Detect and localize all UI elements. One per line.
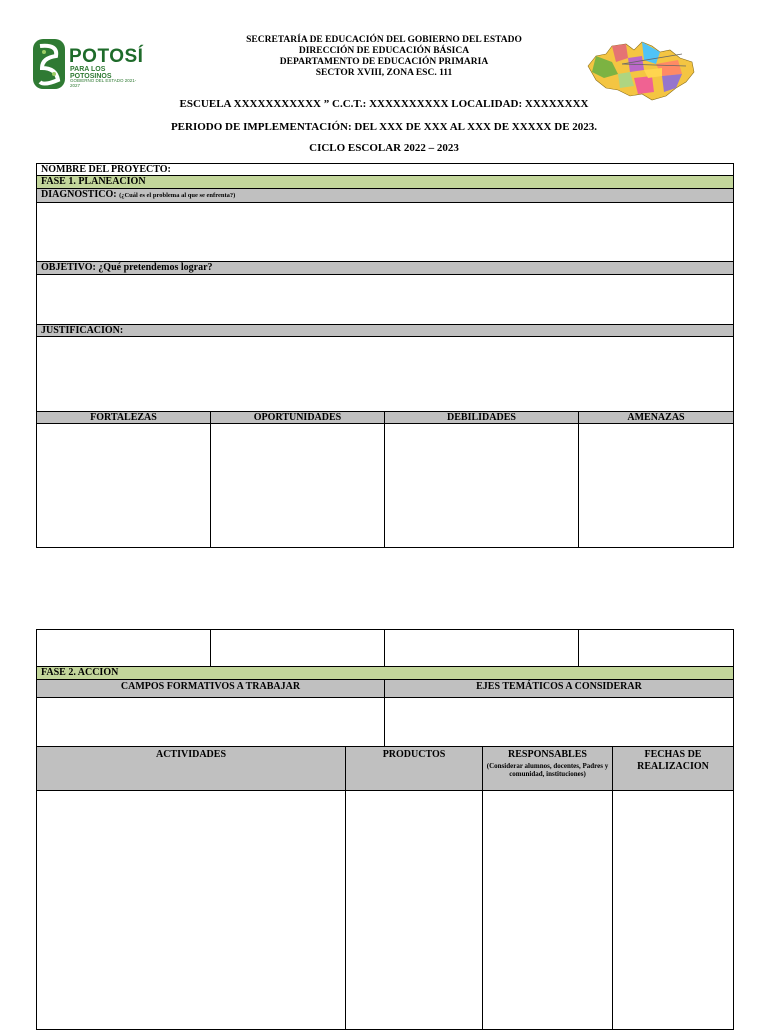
- foda-debilidades-field[interactable]: [384, 423, 579, 548]
- responsables-label: RESPONSABLES: [508, 749, 587, 760]
- state-map-icon: [582, 38, 700, 104]
- objective-label: OBJETIVO: ¿Qué pretendemos lograr?: [41, 262, 213, 273]
- justification-label: JUSTIFICACIÓN:: [41, 325, 124, 336]
- phase2-label: FASE 2. ACCIÓN: [41, 667, 119, 678]
- foda-header-amenazas: AMENAZAS: [578, 411, 734, 424]
- foda-amenazas-field[interactable]: [578, 423, 734, 548]
- header-line-1: SECRETARÍA DE EDUCACIÓN DEL GOBIERNO DEL ESTADO: [246, 35, 522, 45]
- responsables-note: (Considerar alumnos, docentes, Padres y comunidad, instituciones): [486, 762, 609, 778]
- foda-fortalezas-continued[interactable]: [36, 629, 211, 667]
- justification-field[interactable]: [36, 336, 734, 412]
- foda-debilidades-continued[interactable]: [384, 629, 579, 667]
- logo-tagline: GOBIERNO DEL ESTADO 2021-2027: [70, 78, 137, 88]
- products-field[interactable]: [345, 790, 483, 1030]
- phase1-label: FASE 1. PLANEACIÓN: [41, 176, 146, 187]
- header-line-2: DIRECCIÓN DE EDUCACIÓN BÁSICA: [298, 46, 470, 56]
- logo-subtitle: PARA LOS POTOSINOS: [70, 66, 112, 80]
- dates-header: FECHAS DE REALIZACION: [612, 746, 734, 791]
- objective-bar: [36, 261, 734, 275]
- logo-title: POTOSÍ: [69, 46, 144, 67]
- foda-amenazas-continued[interactable]: [578, 629, 734, 667]
- diagnostic-bar: [36, 188, 734, 203]
- ejes-header: EJES TEMÁTICOS A CONSIDERAR: [384, 679, 734, 698]
- products-header: PRODUCTOS: [345, 746, 483, 791]
- dates-field[interactable]: [612, 790, 734, 1030]
- responsables-field[interactable]: [482, 790, 613, 1030]
- school-line: ESCUELA XXXXXXXXXXX ” C.C.T.: XXXXXXXXXX LOCALIDAD: XXXXXXXX: [179, 98, 589, 110]
- header-line-3: DEPARTAMENTO DE EDUCACIÓN PRIMARIA: [279, 57, 489, 67]
- header-line-4: SECTOR XVIII, ZONA ESC. 111: [315, 68, 453, 78]
- diagnostic-hint: (¿Cuál es el problema al que se enfrenta?): [119, 192, 236, 199]
- foda-header-oportunidades: OPORTUNIDADES: [210, 411, 385, 424]
- activities-field[interactable]: [36, 790, 346, 1030]
- cycle-line: CICLO ESCOLAR 2022 – 2023: [309, 142, 459, 154]
- foda-header-fortalezas: FORTALEZAS: [36, 411, 211, 424]
- objective-field[interactable]: [36, 274, 734, 325]
- campos-header: CAMPOS FORMATIVOS A TRABAJAR: [36, 679, 385, 698]
- phase1-bar: [36, 175, 734, 189]
- responsables-header: [482, 746, 613, 791]
- ejes-field[interactable]: [384, 697, 734, 747]
- activities-header: ACTIVIDADES: [36, 746, 346, 791]
- campos-field[interactable]: [36, 697, 385, 747]
- project-name-label: NOMBRE DEL PROYECTO:: [41, 164, 171, 175]
- diagnostic-field[interactable]: [36, 202, 734, 262]
- period-line: PERIODO DE IMPLEMENTACIÓN: DEL XXX DE XXX AL XXX DE XXXXX DE 2023.: [170, 121, 598, 133]
- foda-header-debilidades: DEBILIDADES: [384, 411, 579, 424]
- foda-fortalezas-field[interactable]: [36, 423, 211, 548]
- foda-oportunidades-field[interactable]: [210, 423, 385, 548]
- phase2-bar: [36, 666, 734, 680]
- diagnostic-label: DIAGNOSTICO:: [41, 189, 117, 200]
- foda-oportunidades-continued[interactable]: [210, 629, 385, 667]
